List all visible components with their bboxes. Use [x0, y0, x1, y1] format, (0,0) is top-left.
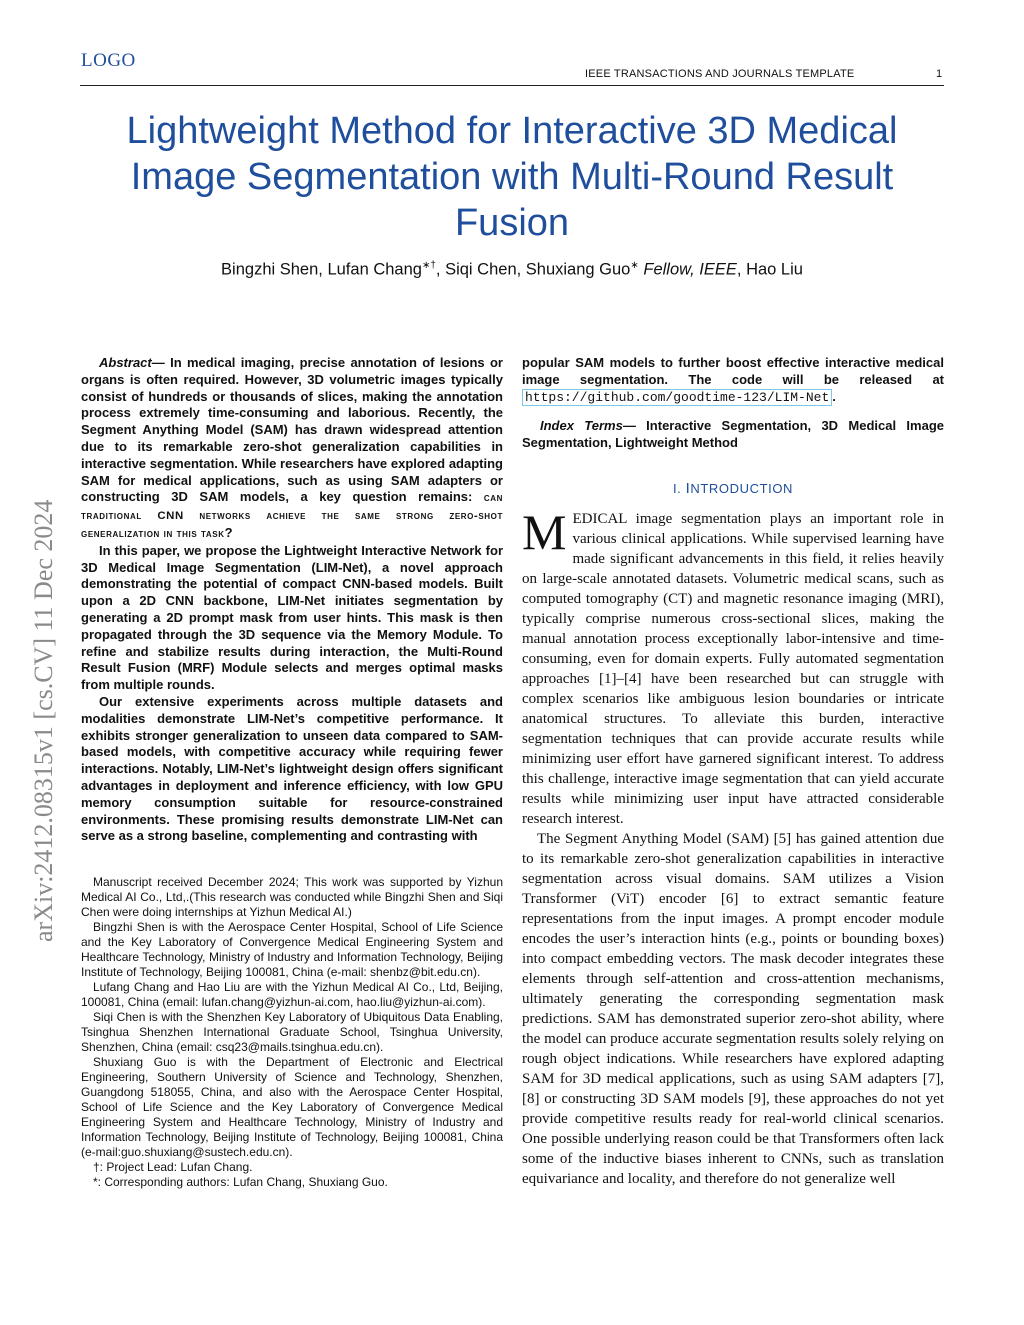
abstract-label: Abstract	[99, 355, 152, 370]
section-numeral: I.	[672, 480, 682, 496]
abstract-p3-tail: .	[832, 388, 836, 404]
abstract-p1-end: ?	[224, 524, 233, 540]
footnote-project-lead: †: Project Lead: Lufan Chang.	[93, 1160, 253, 1175]
authors-part-3: , Hao Liu	[736, 260, 803, 279]
author-line	[80, 260, 944, 280]
code-link[interactable]: https://github.com/goodtime-123/LIM-Net	[522, 389, 832, 406]
journal-logo: LOGO	[81, 50, 136, 71]
author-marks-1: ∗†	[421, 260, 436, 271]
drop-cap: M	[522, 503, 567, 560]
section-title-rest: NTRODUCTION	[690, 480, 794, 496]
fellow-ieee: Fellow, IEEE	[643, 260, 737, 279]
abstract	[81, 355, 503, 845]
index-terms-text: — Interactive Segmentation, 3D Medical Image Segmentation, Lightweight Method	[522, 418, 945, 451]
footnote-author-guo: Shuxiang Guo is with the Department of Electronic and Electrical Engineering, Southern University of Science and Technology, Shenzhen, Guangdong 518055, China, and also with the Aerospace Center Hospital, School of Life Science and the Key Laboratory of Convergence Medical Engineering System and Healthcare Technology, Ministry of Industry and Information Technology, Beijing Institute of Technology, Beijing 100081, China (e-mail:guo.shuxiang@sustech.edu.cn).	[81, 1055, 503, 1160]
right-column	[522, 355, 944, 1189]
author-marks-2: ∗	[630, 260, 639, 271]
intro-p1: EDICAL image segmentation plays an important role in various clinical applications. While supervised learning have made significant advancements in this field, it relies heavily on large-scale annotated datasets. Volumetric medical scans, such as computed tomography (CT) and magnetic resonance imaging (MRI), typically comprise numerous cross-sectional slices, making the manual annotation process exceptionally labor-intensive and time-consuming, even for domain experts. Fully automated segmentation approaches [1]–[4] have been researched but can struggle with complex scenarios like ambiguous lesion boundaries or intricate anatomical structures. To alleviate this burden, interactive segmentation techniques that can provide accurate results while minimizing user effort have garnered significant interest. To address this challenge, interactive image segmentation that can yield accurate results while minimizing user input have attracted considerable research interest.	[522, 510, 944, 827]
authors-part-1: Bingzhi Shen, Lufan Chang	[221, 260, 422, 279]
arxiv-stamp: arXiv:2412.08315v1 [cs.CV] 11 Dec 2024	[29, 499, 58, 942]
footnote-author-chen: Siqi Chen is with the Shenzhen Key Laboratory of Ubiquitous Data Enabling, Tsinghua Shenzhen International Graduate School, Tsinghua University, Shenzhen, China (email: csq23@mails.tsinghua.edu.cn).	[81, 1010, 503, 1055]
footnote-manuscript: Manuscript received December 2024; This work was supported by Yizhun Medical AI Co., Ltd,.(This research was conducted while Bingzhi Shen and Siqi Chen were doing internships at Yizhun Medical AI.)	[81, 875, 503, 920]
section-title-cap: I	[685, 479, 691, 497]
abstract-question: can traditional CNN networks achieve the same strong zero-shot generalization in this task	[81, 492, 503, 540]
abstract-p3: Our extensive experiments across multiple datasets and modalities demonstrate LIM-Net’s competitive performance. It exhibits stronger generalization to unseen data compared to SAM-based models, with competitive accuracy while requiring fewer interactions. Notably, LIM-Net’s lightweight design offers significant advantages in deployment and inference efficiency, with low GPU memory consumption suitable for resource-constrained environments. These promising results demonstrate LIM-Net can serve as a strong baseline, complementing and contrasting with	[81, 693, 503, 844]
index-terms-label: Index Terms	[540, 418, 623, 434]
intro-p2: The Segment Anything Model (SAM) [5] has gained attention due to its remarkable zero-shot generalization capabilities in interactive segmentation across visual domains. SAM utilizes a Vision Transformer (ViT) encoder [6] to extract semantic feature representations from the input images. A prompt encoder module encodes the user’s interaction hints (e.g., points or bounding boxes) into compact embedding vectors. The mask decoder integrates these elements through self-attention and cross-attention mechanisms, ultimately generating the corresponding segmentation mask predictions. SAM has demonstrated superior zero-shot ability, where the model can produce accurate segmentation results solely relying on rough object indications. While researchers have explored adapting SAM for 3D medical applications, such as using SAM adapters [7], [8] or constructing 3D SAM models [9], these approaches do not yet provide competitive results ready for real-world clinical scenarios. One possible underlying reason could be that Transformers often lack some of the inductive biases inherent to CNNs, such as translation equivariance and locality, and therefore do not generalize well	[522, 830, 944, 1187]
abstract-continued	[522, 355, 944, 452]
authors-part-2: , Siqi Chen, Shuxiang Guo	[435, 260, 631, 279]
section-heading	[522, 480, 944, 497]
running-title: IEEE TRANSACTIONS AND JOURNALS TEMPLATE	[585, 68, 855, 80]
abstract-p2: In this paper, we propose the Lightweight Interactive Network for 3D Medical Image Segmentation (LIM-Net), a novel approach demonstrating the potential of compact CNN-based models. Built upon a 2D CNN backbone, LIM-Net initiates segmentation by generating a 2D prompt mask from user hints. This mask is then propagated through the 3D sequence via the Memory Module. To refine and stabilize results during interaction, the Multi-Round Result Fusion (MRF) Module selects and merges optimal masks from multiple rounds.	[81, 542, 503, 693]
left-column	[81, 355, 503, 1190]
abstract-p3-cont: popular SAM models to further boost effective interactive medical image segmentation. The code will be released at	[522, 355, 944, 387]
header-rule	[80, 85, 944, 86]
footnotes	[81, 875, 503, 1190]
footnote-author-chang-liu: Lufang Chang and Hao Liu are with the Yizhun Medical AI Co., Ltd, Beijing, 100081, China (email: lufan.chang@yizhun-ai.com, hao.liu@yizhun-ai.com).	[81, 980, 503, 1010]
footnote-author-shen: Bingzhi Shen is with the Aerospace Center Hospital, School of Life Science and the Key Laboratory of Convergence Medical Engineering System and Healthcare Technology, Ministry of Industry and Information Technology, Beijing Institute of Technology, Beijing 100081, China (e-mail: shenbz@bit.edu.cn).	[81, 920, 503, 980]
abstract-p1: — In medical imaging, precise annotation of lesions or organs is often required. However, 3D volumetric images typically consist of hundreds or thousands of slices, making the annotation process extremely time-consuming and laborious. Recently, the Segment Anything Model (SAM) has drawn widespread attention due to its remarkable zero-shot generalization capabilities in interactive segmentation. While researchers have explored adapting SAM for medical applications, such as using SAM adapters or constructing 3D SAM models, a key question remains:	[81, 355, 503, 505]
paper-title: Lightweight Method for Interactive 3D Medical Image Segmentation with Multi-Round Result Fusion	[126, 110, 898, 244]
footnote-corresponding: *: Corresponding authors: Lufan Chang, Shuxiang Guo.	[93, 1175, 388, 1190]
page-number: 1	[936, 68, 943, 80]
introduction-body	[522, 503, 944, 1189]
